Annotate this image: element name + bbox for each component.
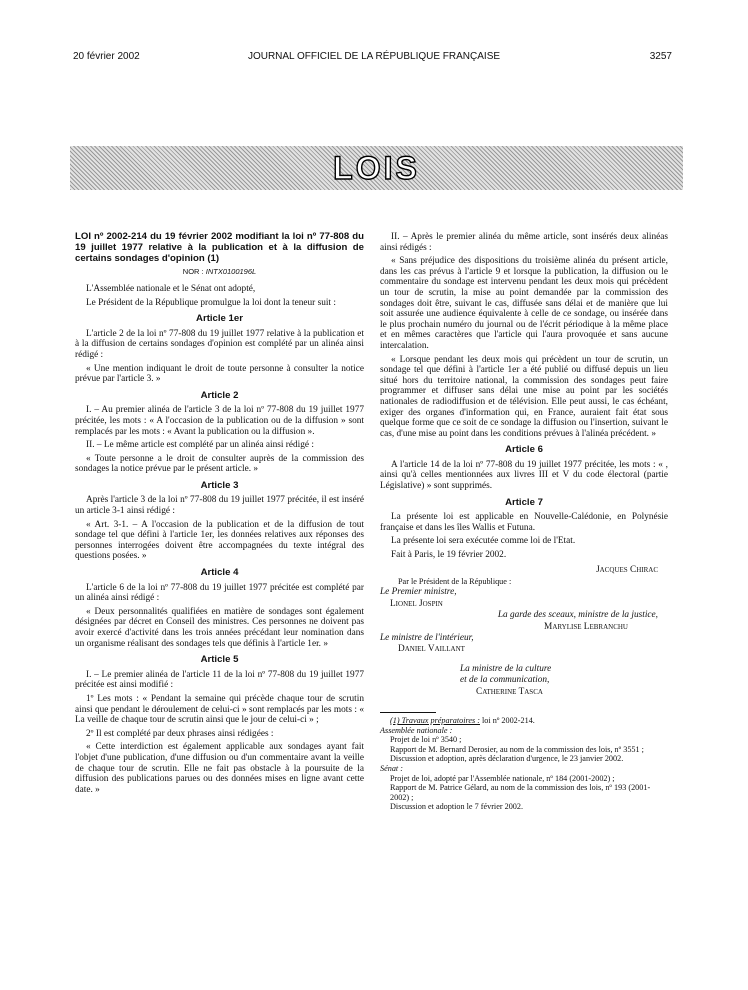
header-date: 20 février 2002 (73, 51, 140, 62)
footnote-item: Rapport de M. Patrice Gélard, au nom de la commission des lois, nº 193 (2001-2002) ; (390, 783, 651, 802)
article-paragraph: A l'article 14 de la loi nº 77-808 du 19 juillet 1977 précitée, les mots : « , ainsi qu'à celles mentionnées aux livres III et V du code électoral (partie Législative) » sont supprimés. (380, 459, 668, 492)
article-paragraph: « Deux personnalités qualifiées en matière de sondages sont également désignées par décret en Conseil des ministres. Ces personnes ne doivent pas avoir exercé d'activité dans les trois années précédant leur nomination dans un organisme réalisant des sondages tels que définis à l'article 1er. » (75, 606, 364, 649)
article-paragraph: « Art. 3-1. – A l'occasion de la publication et de la diffusion de tout sondage tel que défini à l'article 1er, les données relatives aux réponses des personnes interrogées doivent être accompagnées du texte intégral des questions posées. » (75, 519, 364, 562)
pm-name: Lionel Jospin (390, 598, 443, 609)
article-paragraph: II. – Le même article est complété par un alinéa ainsi rédigé : (86, 440, 314, 451)
footnote-item: Projet de loi nº 3540 ; (390, 735, 462, 745)
intro-paragraph: L'Assemblée nationale et le Sénat ont adopté, (86, 283, 256, 294)
pm-title: Le Premier ministre, (380, 587, 457, 598)
journal-title: JOURNAL OFFICIEL DE LA RÉPUBLIQUE FRANÇAISE (247, 51, 501, 62)
section-banner-label: LOIS (333, 149, 420, 186)
culture-name: Catherine Tasca (476, 686, 543, 697)
footnote-item: Discussion et adoption le 7 février 2002. (390, 802, 524, 812)
nor-label: NOR : (182, 267, 204, 277)
article-paragraph: La présente loi sera exécutée comme loi de l'Etat. (391, 536, 576, 547)
culture-title-2: et de la communication, (460, 675, 550, 686)
article-heading: Article 1er (196, 313, 243, 325)
article-paragraph: « Cette interdiction est également applicable aux sondages ayant fait l'objet d'une publication, d'une diffusion ou d'un commentaire avant la veille de chaque tour de scrutin. Elle ne fait pas obstacle à la poursuite de la diffusion des publications parues ou des données mises en ligne avant cette date. » (75, 742, 364, 795)
article-paragraph: Après l'article 3 de la loi nº 77-808 du 19 juillet 1977 précitée, il est inséré un article 3-1 ainsi rédigé : (75, 495, 364, 517)
nor-code: INTX0100196L (205, 267, 257, 277)
left-column (75, 232, 364, 798)
article-paragraph: « Sans préjudice des dispositions du troisième alinéa du présent article, dans les cas prévus à l'article 9 et lorsque la publication, la diffusion ou le commentaire du sondage est intervenu pendant les deux mois qui précèdent un tour de scrutin, la mise au point demandée par la commission des sondages doit être, suivant le cas, diffusée sans délai et de manière que lui soit assurée une audience équivalente à celle de ce sondage, ou insérée dans le plus prochain numéro du journal ou de l'écrit périodique à la même place et en mêmes caractères que l'article qui l'aura provoquée et sans aucune intercalation. (380, 256, 668, 351)
article-heading: Article 2 (200, 389, 239, 401)
justice-name: Marylise Lebranchu (544, 621, 628, 632)
article-paragraph: II. – Après le premier alinéa du même article, sont insérés deux alinéas ainsi rédigés : (380, 232, 668, 253)
footnote-an-heading: Assemblée nationale : (380, 725, 453, 735)
nor-reference (75, 267, 364, 278)
article-paragraph: « Lorsque pendant les deux mois qui précèdent un tour de scrutin, un sondage tel que défini à l'article 1er a été publié ou diffusé depuis un lieu situé hors du territoire national, la commission des sondages peut faire programmer et diffuser sans délai une mise au point par les sociétés nationales de radiodiffusion et de télévision. Elle peut aussi, le cas échéant, exiger des organes d'information qui, en France, auraient fait état sous quelque forme que ce soit de ce sondage la diffusion ou l'insertion, suivant le cas, d'une mise au point dans les conditions prévues à l'alinéa précédent. » (380, 354, 668, 439)
footnote-reference (380, 716, 668, 726)
footnote-item: Projet de loi, adopté par l'Assemblée nationale, nº 184 (2001-2002) ; (390, 773, 615, 783)
signature-president: Jacques Chirac (596, 564, 658, 575)
section-banner (70, 146, 683, 190)
footnote-label: (1) Travaux préparatoires : (390, 716, 480, 726)
article-paragraph: 1º Les mots : « Pendant la semaine qui précède chaque tour de scrutin ainsi que pendant le déroulement de celui-ci » sont remplacés par les mots : « La veille de chaque tour de scrutin ainsi que le jour de celui-ci » ; (75, 693, 364, 726)
place-date: Fait à Paris, le 19 février 2002. (391, 550, 507, 561)
intro-paragraph: Le Président de la République promulgue la loi dont la teneur suit : (86, 297, 336, 308)
footnote-item: Discussion et adoption, après déclaration d'urgence, le 23 janvier 2002. (390, 754, 624, 764)
footnote-senat-heading: Sénat : (380, 764, 403, 774)
article-paragraph: I. – Le premier alinéa de l'article 11 de la loi nº 77-808 du 19 juillet 1977 précitée est ainsi modifié : (75, 669, 364, 691)
by-president: Par le Président de la République : (398, 577, 512, 587)
article-heading: Article 6 (505, 444, 543, 456)
law-title: LOI nº 2002-214 du 19 février 2002 modifiant la loi nº 77-808 du 19 juillet 1977 relative à la publication et à la diffusion de certains sondages d'opinion (1) (75, 231, 364, 264)
article-paragraph: « Toute personne a le droit de consulter auprès de la commission des sondages la notice prévue par le présent article. » (75, 453, 364, 475)
article-paragraph: L'article 2 de la loi nº 77-808 du 19 juillet 1977 relative à la publication et à la diffusion de certains sondages d'opinion est complété par un alinéa ainsi rédigé : (75, 328, 364, 360)
article-heading: Article 4 (200, 567, 239, 579)
footnote-item: Rapport de M. Bernard Derosier, au nom de la commission des lois, nº 3551 ; (390, 744, 644, 754)
article-heading: Article 7 (505, 496, 543, 508)
article-paragraph: « Une mention indiquant le droit de toute personne à consulter la notice prévue par l'article 3. » (75, 363, 364, 385)
article-paragraph: L'article 6 de la loi nº 77-808 du 19 juillet 1977 précitée est complété par un alinéa ainsi rédigé : (75, 582, 364, 604)
footnote-law-ref: loi nº 2002-214. (482, 716, 535, 726)
culture-title-1: La ministre de la culture (460, 663, 552, 674)
interior-title: Le ministre de l'intérieur, (380, 633, 474, 644)
footnote-divider (380, 712, 436, 713)
page-number: 3257 (649, 51, 672, 62)
article-paragraph: 2º Il est complété par deux phrases ainsi rédigées : (86, 728, 274, 739)
article-heading: Article 5 (200, 654, 239, 666)
article-paragraph: La présente loi est applicable en Nouvelle-Calédonie, en Polynésie française et dans les îles Wallis et Futuna. (380, 512, 668, 533)
article-heading: Article 3 (200, 479, 239, 491)
article-paragraph: I. – Au premier alinéa de l'article 3 de la loi nº 77-808 du 19 juillet 1977 précitée, les mots : « A l'occasion de la publication ou de la diffusion » sont remplacés par les mots : « Avant la publication ou la diffusion ». (75, 405, 364, 437)
interior-name: Daniel Vaillant (398, 644, 465, 655)
justice-title: La garde des sceaux, ministre de la justice, (497, 610, 658, 621)
right-column (380, 232, 668, 812)
